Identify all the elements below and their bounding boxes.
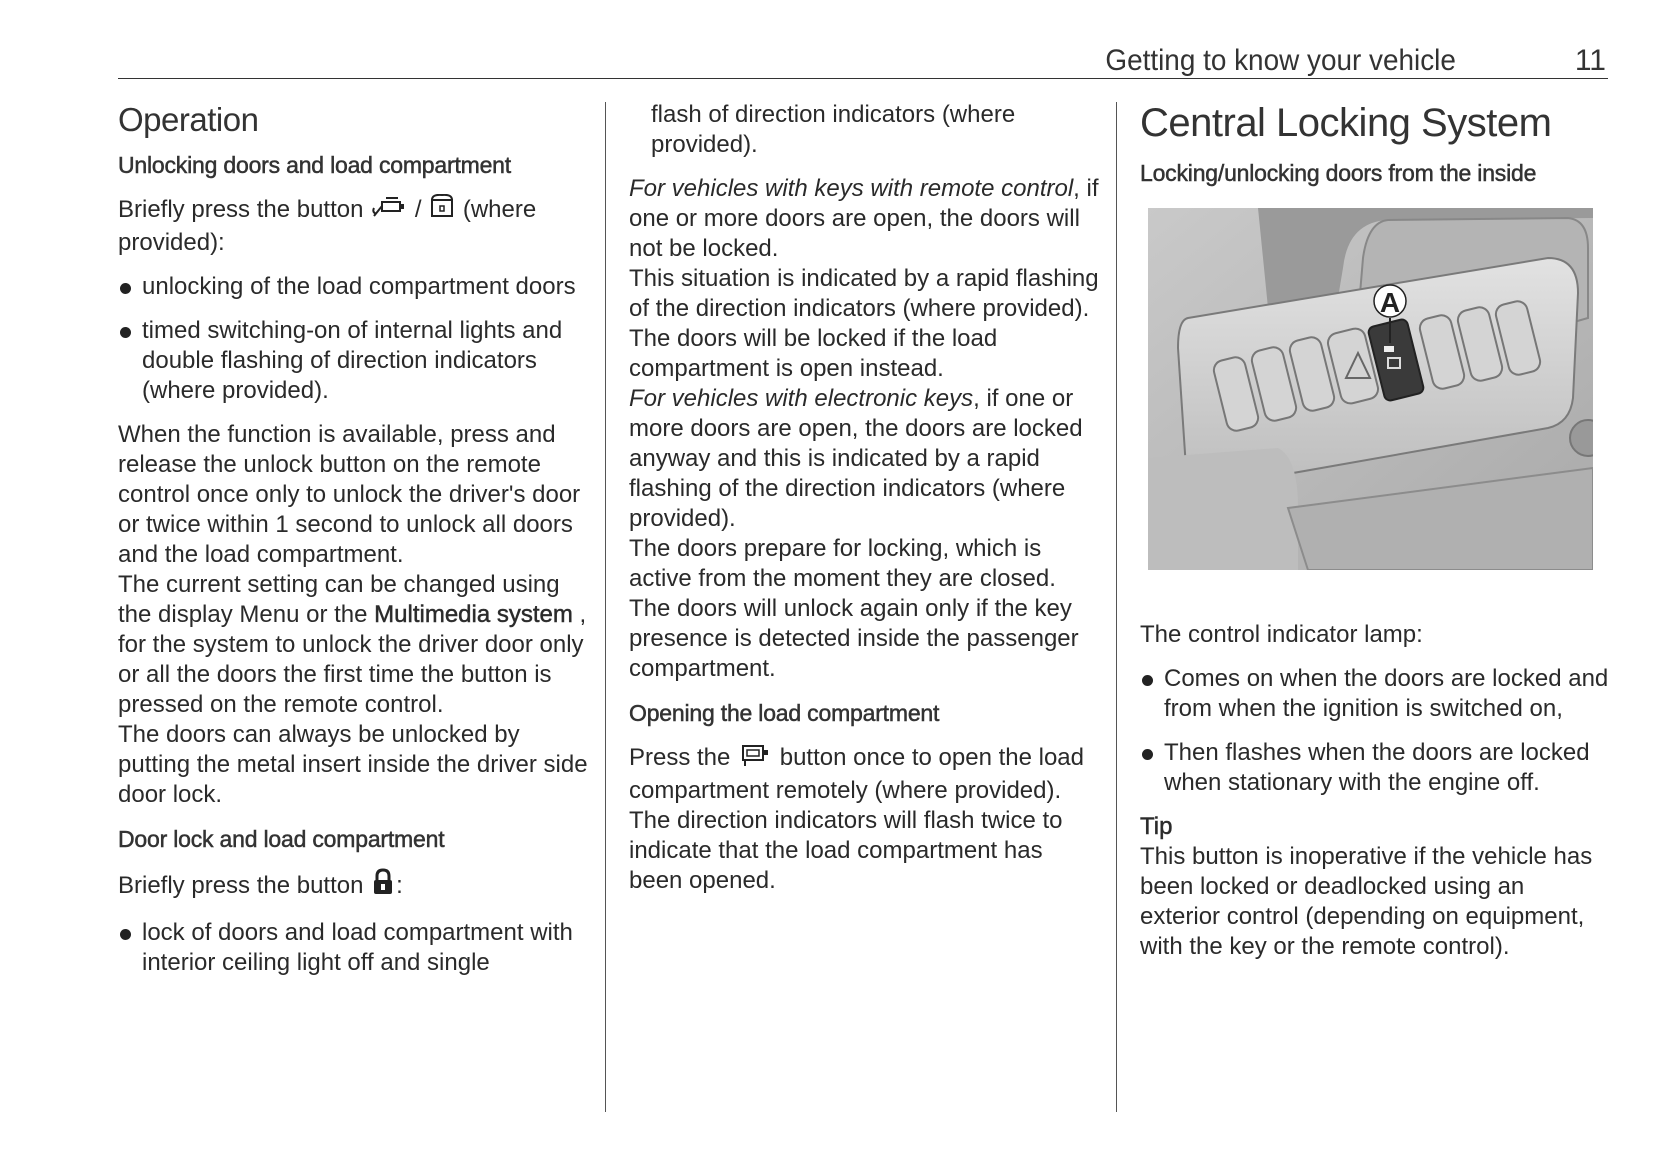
subheading-unlocking: Unlocking doors and load compartment — [118, 152, 511, 178]
subheading-door-lock: Door lock and load compartment — [118, 826, 445, 852]
page-number: 11 — [1574, 44, 1606, 77]
column-middle — [629, 100, 1099, 896]
page-header — [118, 44, 1608, 79]
lock-icon — [372, 868, 394, 904]
section-heading-central-locking: Central Locking System — [1140, 101, 1552, 145]
paragraph-continuation: flash of direction indicators (where provided). — [651, 101, 1016, 158]
multimedia-system-link[interactable]: Multimedia system — [374, 601, 573, 628]
load-compartment-remote-icon — [739, 742, 771, 776]
lock-effects-list — [118, 918, 588, 978]
paragraph-briefly-unlock: Briefly press the button / (where provided): — [118, 196, 537, 256]
column-divider — [1116, 102, 1117, 1112]
paragraph-metal-insert: The doors can always be unlocked by putting the metal insert inside the driver side door lock. — [118, 721, 588, 808]
paragraph-function: When the function is available, press and release the unlock button on the remote control once only to unlock the driver's door or twice within 1 second to unlock all doors and the load compartment. — [118, 421, 581, 568]
paragraph-remote-keys: For vehicles with keys with remote control, if one or more doors are open, the doors will not be locked. — [629, 175, 1099, 262]
paragraph-press-button: Press the button once to open the load compartment remotely (where provided). — [629, 744, 1084, 804]
list-item: timed switching-on of internal lights and double flashing of direction indicators (where provided). — [118, 316, 588, 406]
paragraph-flash-twice: The direction indicators will flash twice to indicate that the load compartment has been opened. — [629, 807, 1063, 894]
paragraph-lamp-intro: The control indicator lamp: — [1140, 621, 1423, 648]
paragraph-briefly-lock: Briefly press the button : — [118, 868, 588, 904]
dashboard-buttons-figure — [1148, 208, 1593, 570]
header-title: Getting to know your vehicle — [1105, 44, 1456, 77]
column-left — [118, 100, 588, 992]
tip-text: This button is inoperative if the vehicle has been locked or deadlocked using an exterior control (depending on equipment, with the key or the remote control). — [1140, 843, 1593, 960]
lower-trim — [1148, 448, 1298, 570]
list-item: unlocking of the load compartment doors — [118, 272, 588, 302]
subheading-inside: Locking/unlocking doors from the inside — [1140, 160, 1537, 186]
list-item: Comes on when the doors are locked and from when the ignition is switched on, — [1140, 664, 1610, 724]
callout-label: A — [1379, 287, 1401, 318]
indicator-lamp — [1384, 346, 1394, 352]
column-right — [1140, 100, 1610, 962]
lamp-states-list — [1140, 664, 1610, 798]
subheading-opening-load: Opening the load compartment — [629, 700, 940, 726]
paragraph-prepare-locking: The doors prepare for locking, which is active from the moment they are closed. The doors will unlock again only if the key presence is detected inside the passenger compartment. — [629, 535, 1079, 682]
list-item: Then flashes when the doors are locked when stationary with the engine off. — [1140, 738, 1610, 798]
tip-heading: Tip — [1140, 813, 1173, 840]
unlock-effects-list — [118, 272, 588, 406]
load-compartment-icon — [430, 194, 454, 228]
paragraph-situation: This situation is indicated by a rapid flashing of the direction indicators (where provided). The doors will be locked if the load compartment is open instead. — [629, 265, 1099, 382]
paragraph-setting: The current setting can be changed using the display Menu or the Multimedia system , for the system to unlock the driver door only or all the doors the first time the button is pressed on the remote control. — [118, 571, 587, 718]
unlock-remote-icon — [372, 194, 406, 228]
paragraph-electronic-keys: For vehicles with electronic keys, if one or more doors are open, the doors are locked anyway and this is indicated by a rapid flashing of the direction indicators (where provided). — [629, 385, 1083, 532]
section-heading-operation: Operation — [118, 101, 259, 138]
list-item: lock of doors and load compartment with interior ceiling light off and single — [118, 918, 588, 978]
column-divider — [605, 102, 606, 1112]
